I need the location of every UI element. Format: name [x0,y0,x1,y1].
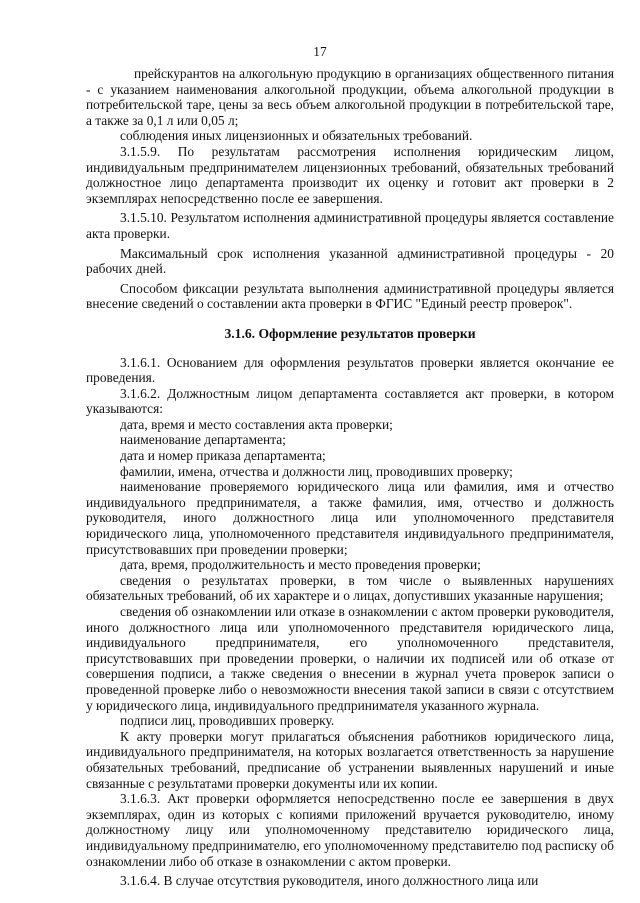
paragraph: К акту проверки могут прилагаться объяснения работников юридического лица, индивидуального предпринимателя, на которых возлагается ответственность за нарушение обязательных требований, предписание об устранении выявленных нарушений и иные связанные с результатами проверки документы или их копии. [86,728,614,791]
paragraph: 3.1.5.10. Результатом исполнения административной процедуры является составление акта проверки. [86,210,614,241]
paragraph: 3.1.6.2. Должностным лицом департамента составляется акт проверки, в котором указываются: [86,385,614,417]
list-item: сведения о результатах проверки, в том числе о выявленных нарушениях обязательных требований, об их характере и о лицах, допустивших указанные нарушения; [86,572,614,604]
paragraph: Способом фиксации результата выполнения административной процедуры является внесение сведений о составлении акта проверки в ФГИС "Единый реестр проверок". [86,280,614,312]
list-item: наименование проверяемого юридического лица или фамилия, имя и отчество индивидуального предпринимателя, а также фамилия, имя, отчество и должность руководителя, иного должностного лица или уполномоченного представителя юридического лица, уполномоченного представителя индивидуального предпринимателя, присутствовавших при проведении проверки; [86,479,614,557]
list-item: наименование департамента; [120,432,286,448]
paragraph: 3.1.6.4. В случае отсутствия руководителя, иного должностного лица или [120,873,539,889]
page-number: 17 [313,44,327,59]
paragraph: 3.1.6.1. Основанием для оформления результатов проверки является окончание ее проведения. [86,354,614,386]
list-item: подписи лиц, проводивших проверку. [120,713,335,729]
list-item: дата, время, продолжительность и место проведения проверки; [120,557,481,573]
list-item: фамилии, имена, отчества и должности лиц, проводивших проверку; [120,463,513,479]
paragraph: прейскурантов на алкогольную продукцию в организациях общественного питания - с указанием наименования алкогольной продукции, объема алкогольной продукции в потребительской таре, цены за весь объем алкогольной продукции в потребительской таре, а также за 0,1 л или 0,05 л; [86,66,614,128]
paragraph: соблюдения иных лицензионных и обязательных требований. [120,128,473,144]
document-body [86,66,614,889]
section-heading: 3.1.6. Оформление результатов проверки [224,325,476,341]
paragraph: Максимальный срок исполнения указанной административной процедуры - 20 рабочих дней. [86,245,614,277]
paragraph: 3.1.5.9. По результатам рассмотрения исполнения юридическим лицом, индивидуальным предпринимателем лицензионных требований, обязательных требований должностное лицо департамента производит их оценку и готовит акт проверки в 2 экземплярах непосредственно после ее завершения. [86,143,614,206]
list-item: дата, время и место составления акта проверки; [120,416,393,432]
list-item: сведения об ознакомлении или отказе в ознакомлении с актом проверки руководителя, иного должностного лица или уполномоченного представителя юридического лица, индивидуального предпринимателя, его уполномоченного представителя, присутствовавших при проведении проверки, о наличии их подписей или об отказе от совершения подписи, а также сведения о внесении в журнал учета проверок записи о проведенной проверке либо о невозможности внесения такой записи в связи с отсутствием у юридического лица, индивидуального предпринимателя указанного журнала. [86,604,614,713]
list-item: дата и номер приказа департамента; [120,448,326,464]
paragraph: 3.1.6.3. Акт проверки оформляется непосредственно после ее завершения в двух экземплярах, один из которых с копиями приложений вручается руководителю, иному должностному лицу или уполномоченному представителю юридического лица, индивидуальному предпринимателю, его уполномоченному представителю под расписку об ознакомлении либо об отказе в ознакомлении с актом проверки. [86,791,614,869]
